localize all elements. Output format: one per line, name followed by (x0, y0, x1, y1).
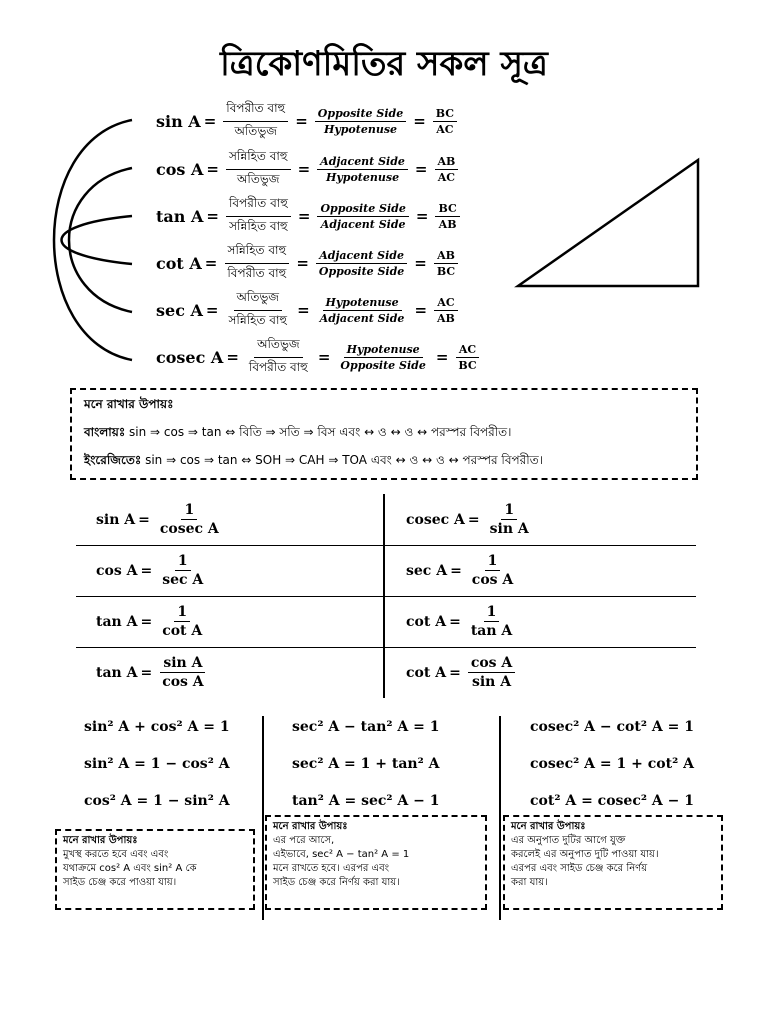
identity: cosec² A − cot² A = 1 (530, 719, 694, 735)
reciprocal-fraction (159, 655, 206, 690)
page-title: ত্রিকোণমিতির সকল সূত্র (220, 44, 548, 84)
function-name: tan A (96, 613, 138, 630)
side-denominator: BC (458, 358, 477, 372)
equals-sign: = (295, 112, 308, 130)
reciprocal-fraction (159, 604, 205, 639)
fraction-denominator: sin A (471, 674, 512, 690)
equals-sign: = (297, 207, 311, 225)
note-line: সাইড চেঞ্জ করে নির্ণয় করা যায়। (273, 877, 400, 888)
reciprocal-fraction (468, 655, 515, 690)
english-fraction (317, 202, 408, 231)
equals-sign: = (297, 160, 311, 178)
side-denominator: AB (437, 311, 455, 325)
side-numerator: AB (435, 155, 459, 170)
side-numerator: AB (434, 249, 458, 264)
bangla-fraction (224, 242, 289, 285)
right-triangle (510, 150, 710, 295)
fraction-denominator: cosec A (159, 521, 219, 537)
note-box-2 (265, 815, 487, 910)
equals-sign: = (435, 348, 449, 366)
mnemonic-bangla-label: বাংলায়ঃ (84, 425, 126, 439)
reciprocal-right-cell (406, 494, 536, 545)
identity: sin² A + cos² A = 1 (84, 719, 230, 735)
side-fraction (455, 343, 479, 372)
bangla-denominator: সন্নিহিত বাহু (228, 312, 288, 327)
bangla-numerator: অতিভুজ (234, 289, 283, 311)
equals-sign: = (413, 112, 426, 130)
identity-column-3 (530, 716, 694, 827)
reciprocal-table (76, 494, 696, 698)
identity-column-2 (292, 716, 439, 827)
side-fraction (435, 155, 459, 184)
english-numerator: Adjacent Side (317, 155, 408, 170)
equals-sign: = (414, 254, 427, 272)
equals-sign: = (450, 562, 462, 579)
bangla-fraction (246, 336, 311, 379)
side-numerator: AC (434, 296, 457, 311)
bangla-numerator: বিপরীত বাহু (226, 195, 291, 217)
identity: sec² A − tan² A = 1 (292, 719, 440, 735)
definition-row (156, 101, 461, 141)
english-numerator: Opposite Side (315, 107, 406, 122)
definition-row (156, 149, 462, 189)
equals-sign: = (203, 112, 217, 130)
mnemonic-bangla (84, 424, 684, 444)
reciprocal-left-cell (96, 494, 226, 545)
english-fraction (317, 155, 408, 184)
identity: tan² A = sec² A − 1 (292, 793, 440, 809)
english-fraction (317, 296, 408, 325)
fraction-denominator: cot A (162, 623, 203, 639)
bangla-denominator: অতিভুজ (234, 123, 277, 138)
english-denominator: Hypotenuse (325, 170, 400, 184)
note-line: সাইড চেঞ্জ করে পাওয়া যায়। (63, 877, 177, 888)
bangla-denominator: অতিভুজ (237, 171, 280, 186)
note-line: এরপর এবং সাইড চেঞ্জ করে নির্ণয় (511, 863, 648, 874)
fraction-numerator: 1 (175, 553, 191, 571)
english-numerator: Hypotenuse (344, 343, 423, 358)
side-denominator: AC (436, 122, 454, 136)
side-denominator: AC (437, 170, 456, 184)
note-title: মনে রাখার উপায়ঃ (273, 821, 348, 832)
note-line: করলেই এর অনুপাত দুটি পাওয়া যায়। (511, 849, 659, 860)
bangla-denominator: বিপরীত বাহু (248, 359, 308, 374)
bangla-fraction (226, 195, 291, 238)
fraction-numerator: cos A (468, 655, 515, 673)
equals-sign: = (317, 348, 331, 366)
side-denominator: AB (438, 217, 457, 231)
reciprocal-fraction (469, 553, 516, 588)
note-line: এর পরে আসে, (273, 835, 335, 846)
function-name: cot A (406, 664, 447, 681)
fraction-denominator: sin A (489, 521, 529, 537)
english-numerator: Hypotenuse (323, 296, 402, 311)
function-name: cosec A (156, 347, 224, 367)
side-numerator: BC (435, 202, 459, 217)
identity: cos² A = 1 − sin² A (84, 793, 230, 809)
identity: cosec² A = 1 + cot² A (530, 756, 694, 772)
english-denominator: Adjacent Side (320, 217, 406, 231)
identity-divider-2 (499, 716, 501, 920)
bangla-fraction (226, 289, 291, 332)
equals-sign: = (140, 562, 153, 579)
fraction-denominator: cos A (162, 674, 204, 690)
equals-sign: = (138, 511, 150, 528)
mnemonic-english-label: ইংরেজিতেঃ (84, 453, 142, 467)
english-fraction (337, 343, 428, 372)
note-line: এইভাবে, sec² A − tan² A = 1 (273, 849, 410, 860)
note-line: করা যায়। (511, 877, 548, 888)
reciprocal-fraction (468, 604, 515, 639)
reciprocal-fraction (157, 502, 222, 537)
function-name: cos A (96, 562, 138, 579)
bangla-fraction (226, 148, 291, 191)
side-numerator: AC (456, 343, 479, 358)
definition-row (156, 196, 464, 236)
reciprocal-left-cell (96, 596, 209, 647)
equals-sign: = (226, 348, 239, 366)
fraction-denominator: tan A (470, 623, 513, 639)
note-line: এর অনুপাত দুটির আগে যুক্ত (511, 835, 626, 846)
side-fraction (434, 249, 458, 278)
equals-sign: = (206, 207, 219, 225)
note-line: যথাক্রমে cos² A এবং sin² A কে (63, 863, 197, 874)
fraction-numerator: sin A (160, 655, 205, 673)
note-box-1 (55, 829, 255, 910)
identity-divider-1 (262, 716, 264, 920)
reciprocal-right-cell (406, 647, 519, 698)
mnemonic-title: মনে রাখার উপায়ঃ (84, 397, 174, 411)
bangla-fraction (223, 100, 288, 143)
reciprocal-fraction (487, 502, 532, 537)
bangla-denominator: সন্নিহিত বাহু (229, 218, 288, 233)
definition-row (156, 243, 462, 283)
equals-sign: = (467, 511, 480, 528)
english-denominator: Adjacent Side (319, 311, 405, 325)
reciprocal-left-cell (96, 647, 211, 698)
bangla-numerator: সন্নিহিত বাহু (226, 148, 291, 170)
side-denominator: BC (436, 264, 456, 278)
bangla-denominator: বিপরীত বাহু (227, 265, 287, 280)
english-denominator: Hypotenuse (323, 122, 398, 136)
mnemonic-english-text: sin ⇒ cos ⇒ tan ⇔ SOH ⇒ CAH ⇒ TOA এবং ↔ ও ↔ ও ↔ পরস্পর বিপরীত। (145, 453, 544, 467)
english-denominator: Opposite Side (340, 358, 426, 372)
reciprocal-left-cell (96, 545, 210, 596)
english-fraction (315, 107, 406, 136)
equals-sign: = (449, 664, 461, 681)
definition-row (156, 290, 462, 330)
note-box-3 (503, 815, 723, 910)
fraction-numerator: 1 (181, 502, 197, 520)
english-denominator: Opposite Side (318, 264, 405, 278)
fraction-numerator: 1 (174, 604, 190, 622)
side-fraction (433, 107, 457, 136)
equals-sign: = (206, 160, 219, 178)
function-name: tan A (96, 664, 138, 681)
reciprocal-right-cell (406, 545, 520, 596)
side-fraction (435, 202, 459, 231)
fraction-numerator: 1 (501, 502, 517, 520)
bangla-numerator: সন্নিহিত বাহু (225, 242, 290, 264)
side-fraction (434, 296, 458, 325)
fraction-denominator: cos A (471, 572, 514, 588)
note-line: মনে রাখতে হবে। এরপর এবং (273, 863, 390, 874)
equals-sign: = (296, 254, 309, 272)
function-name: tan A (156, 206, 204, 226)
mnemonic-box (70, 388, 698, 480)
english-numerator: Adjacent Side (316, 249, 407, 264)
identity: cot² A = cosec² A − 1 (530, 793, 694, 809)
reciprocal-fraction (159, 553, 206, 588)
fraction-denominator: sec A (162, 572, 204, 588)
note-title: মনে রাখার উপায়ঃ (511, 821, 586, 832)
outer-arc (54, 120, 132, 360)
function-name: sec A (156, 300, 203, 320)
note-title: মনে রাখার উপায়ঃ (63, 835, 138, 846)
middle-arc (69, 168, 132, 312)
side-numerator: BC (433, 107, 457, 122)
bracket-arcs (18, 110, 148, 370)
mnemonic-bangla-text: sin ⇒ cos ⇒ tan ⇔ বিতি ⇒ সতি ⇒ বিস এবং ↔ ও ↔ ও ↔ পরস্পর বিপরীত। (129, 425, 512, 439)
equals-sign: = (140, 613, 153, 630)
identity-column-1 (84, 716, 230, 827)
mnemonic-english (84, 452, 684, 472)
equals-sign: = (205, 301, 219, 319)
identity: sec² A = 1 + tan² A (292, 756, 440, 772)
identity: sin² A = 1 − cos² A (84, 756, 230, 772)
english-fraction (316, 249, 407, 278)
bangla-numerator: বিপরীত বাহু (223, 100, 288, 122)
reciprocal-right-cell (406, 596, 519, 647)
equals-sign: = (415, 207, 429, 225)
function-name: cosec A (406, 511, 465, 528)
note-line: মুখস্থ করতে হবে এবং এবং (63, 849, 169, 860)
fraction-numerator: 1 (484, 604, 500, 622)
bangla-numerator: অতিভুজ (254, 336, 303, 358)
equals-sign: = (140, 664, 153, 681)
function-name: sec A (406, 562, 448, 579)
equals-sign: = (204, 254, 218, 272)
function-name: cot A (156, 253, 202, 273)
english-numerator: Opposite Side (317, 202, 408, 217)
definition-row (156, 337, 484, 377)
function-name: sin A (96, 511, 136, 528)
fraction-numerator: 1 (485, 553, 501, 571)
equals-sign: = (414, 301, 428, 319)
function-name: sin A (156, 111, 201, 131)
function-name: cos A (156, 159, 204, 179)
equals-sign: = (449, 613, 461, 630)
equals-sign: = (414, 160, 428, 178)
equals-sign: = (297, 301, 310, 319)
function-name: cot A (406, 613, 447, 630)
